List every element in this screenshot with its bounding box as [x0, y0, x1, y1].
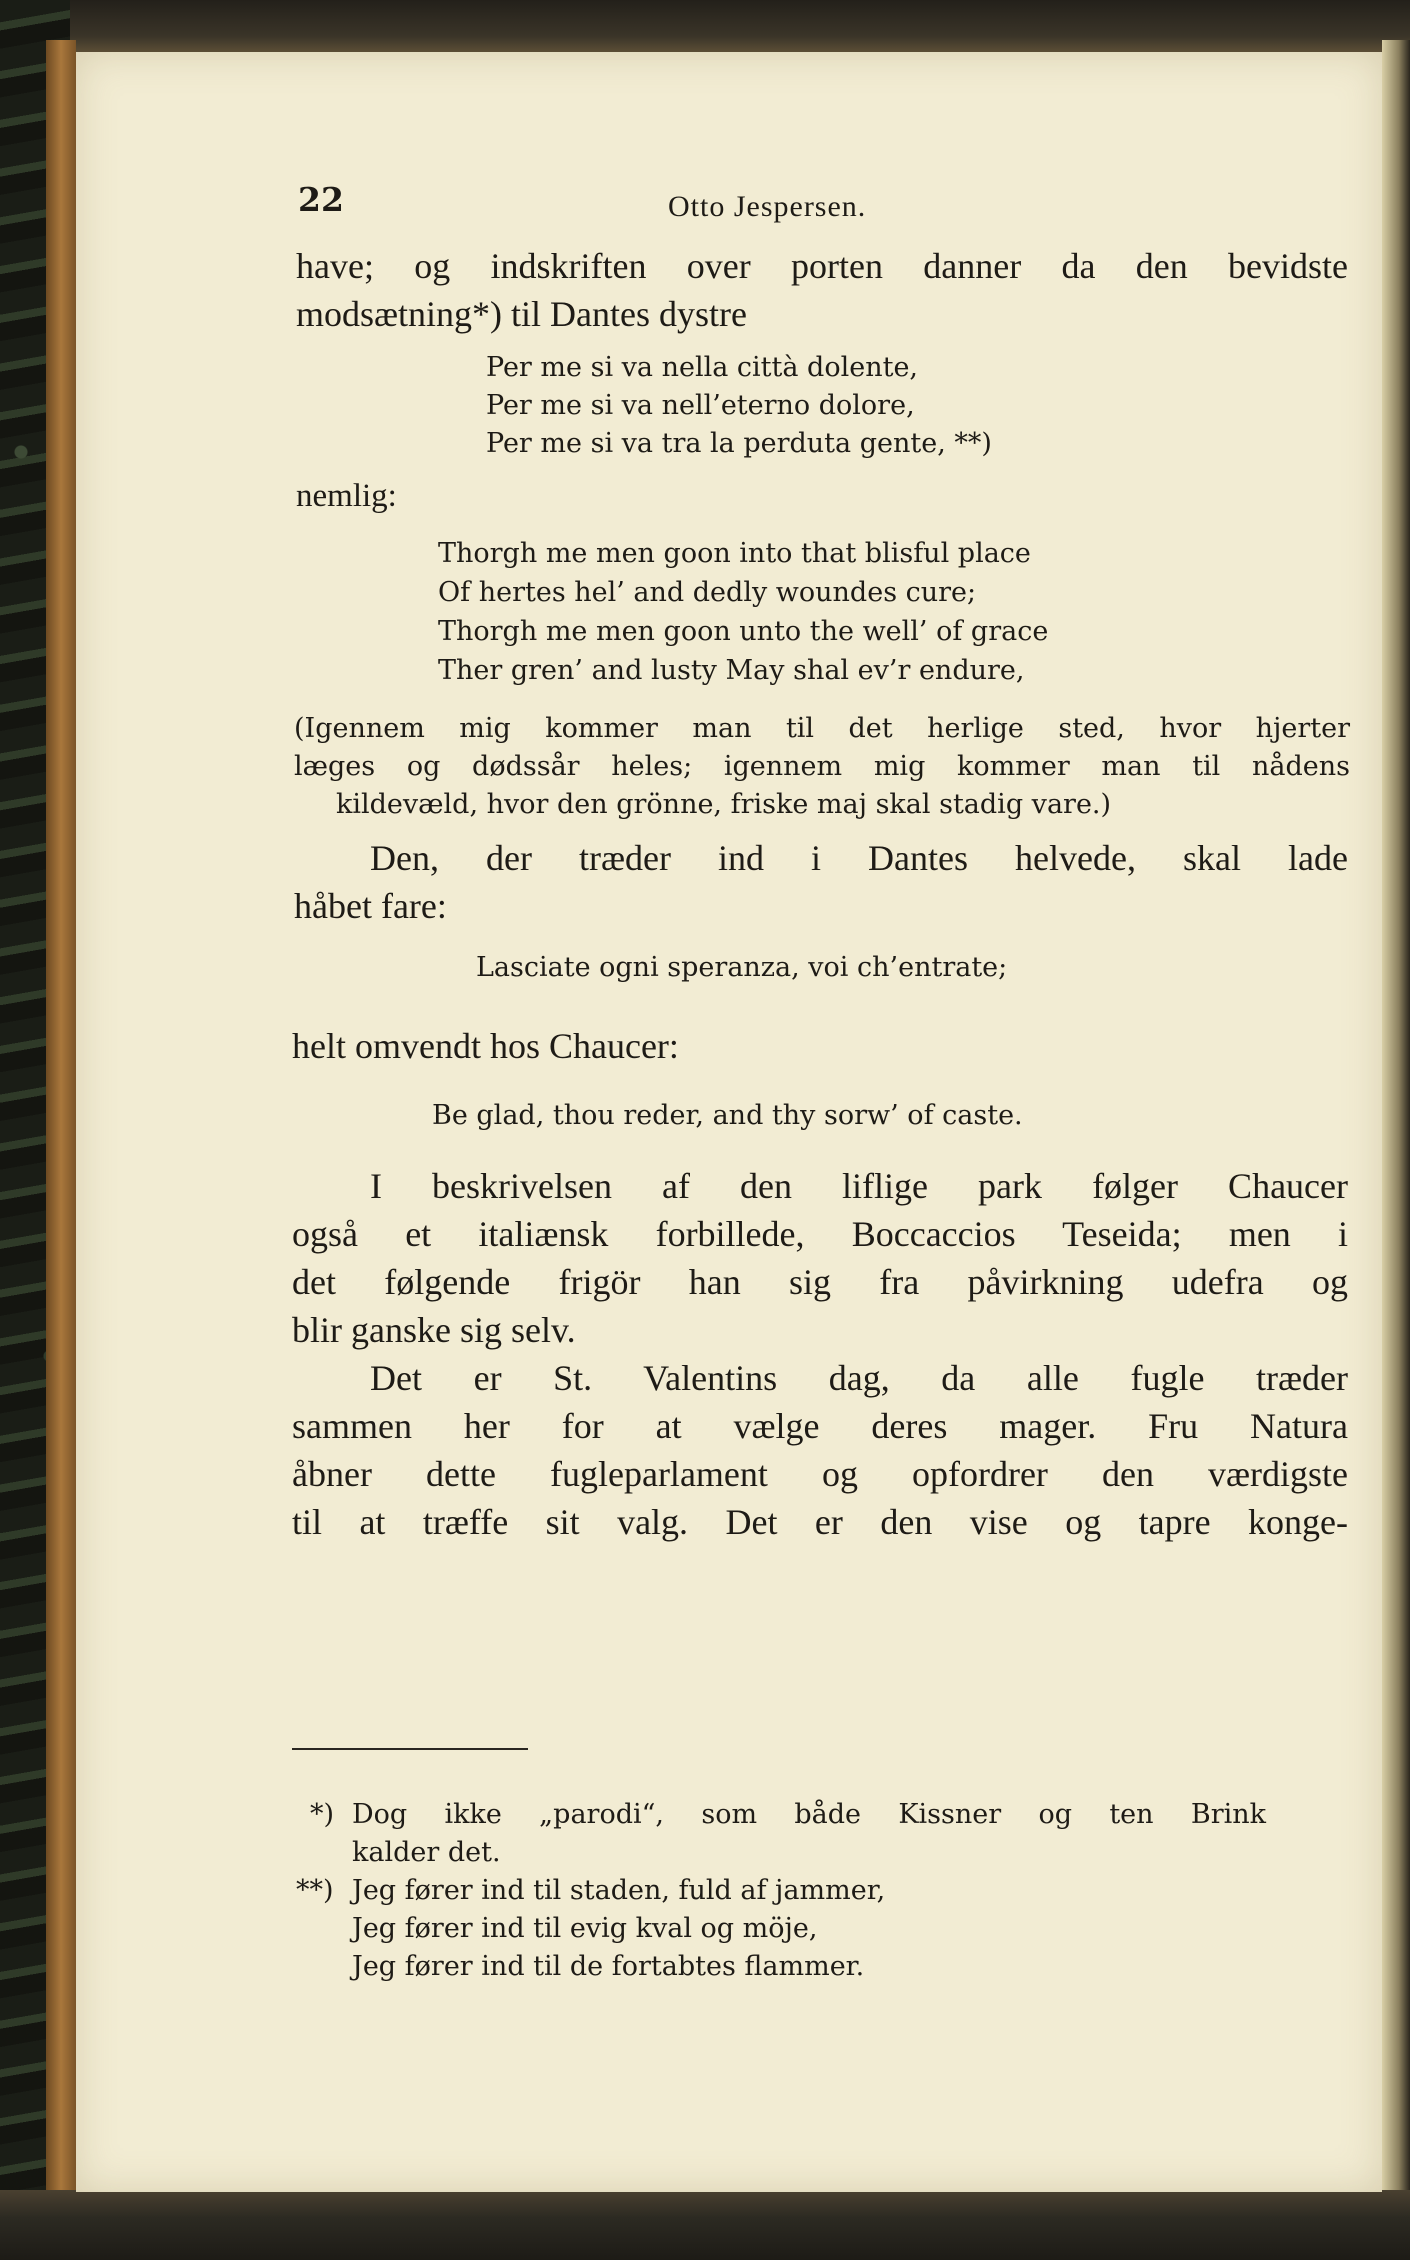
- book-cover-bottom: [0, 2190, 1410, 2260]
- dante-verse-1: Per me si va nella città dolente,: [486, 352, 918, 383]
- para3-line1-text: I beskrivelsen af den liflige park følger Chaucer: [370, 1166, 1348, 1206]
- lasciate-line: Lasciate ogni speranza, voi ch’entrate;: [476, 952, 1008, 983]
- para2-line2: håbet fare:: [294, 886, 447, 926]
- page-number: 22: [298, 180, 344, 219]
- chaucer-verse-1: Thorgh me men goon into that blisful place: [438, 538, 1031, 569]
- translation-line1: [294, 710, 1350, 748]
- para3-line2: [292, 1210, 1348, 1259]
- para4-line2: [292, 1402, 1348, 1451]
- footnote-1-line1: [352, 1796, 1266, 1834]
- book-page: [76, 52, 1382, 2192]
- be-glad-line: Be glad, thou reder, and thy sorw’ of caste.: [432, 1100, 1023, 1131]
- running-title: Otto Jespersen.: [668, 190, 867, 223]
- translation-line1-text: (Igennem mig kommer man til det herlige sted, hvor hjerter: [294, 713, 1350, 744]
- translation-line3: kildevæld, hvor den grönne, friske maj skal stadig vare.): [336, 789, 1112, 820]
- nemlig-label: nemlig:: [296, 478, 397, 514]
- para2-line1: [370, 834, 1348, 883]
- para1-line1-text: have; og indskriften over porten danner da den bevidste: [296, 246, 1348, 286]
- footnote-2-line2: Jeg fører ind til evig kval og möje,: [352, 1913, 818, 1944]
- footnote-rule: [292, 1748, 528, 1750]
- footnote-2-line1: Jeg fører ind til staden, fuld af jammer,: [352, 1875, 886, 1906]
- chaucer-verse-3: Thorgh me men goon unto the well’ of grace: [438, 616, 1049, 647]
- dante-verse-3: Per me si va tra la perduta gente, **): [486, 428, 992, 459]
- chaucer-verse-2: Of hertes hel’ and dedly woundes cure;: [438, 577, 977, 608]
- para4-line3-text: åbner dette fugleparlament og opfordrer den værdigste: [292, 1454, 1348, 1494]
- translation-line2: [294, 748, 1350, 786]
- para3-line4: blir ganske sig selv.: [292, 1310, 576, 1350]
- para4-line1-text: Det er St. Valentins dag, da alle fugle træder: [370, 1358, 1348, 1398]
- para3-line3-text: det følgende frigör han sig fra påvirkning udefra og: [292, 1262, 1348, 1302]
- book-cover-top: [0, 0, 1410, 60]
- footnote-2-marker: **): [296, 1875, 334, 1906]
- para4-line1: [370, 1354, 1348, 1403]
- para4-line3: [292, 1450, 1348, 1499]
- omvendt-line: helt omvendt hos Chaucer:: [292, 1026, 679, 1066]
- para1-line1: [296, 242, 1348, 291]
- footnote-2-line3: Jeg fører ind til de fortabtes flammer.: [352, 1951, 865, 1982]
- para4-line4: [292, 1498, 1348, 1547]
- chaucer-verse-4: Ther gren’ and lusty May shal ev’r endure,: [438, 655, 1025, 686]
- spine-edge: [46, 40, 76, 2210]
- para3-line1: [370, 1162, 1348, 1211]
- para4-line2-text: sammen her for at vælge deres mager. Fru Natura: [292, 1406, 1348, 1446]
- footnote-1-line2: kalder det.: [352, 1837, 501, 1868]
- para4-line4-text: til at træffe sit valg. Det er den vise og tapre konge-: [292, 1502, 1348, 1542]
- para1-line2: modsætning*) til Dantes dystre: [296, 294, 747, 334]
- footnote-1-marker: *): [310, 1799, 335, 1830]
- para3-line3: [292, 1258, 1348, 1307]
- page-edge: [1382, 40, 1410, 2210]
- para3-line2-text: også et italiænsk forbillede, Boccaccios Teseida; men i: [292, 1214, 1348, 1254]
- footnote-1-line1-text: Dog ikke „parodi“, som både Kissner og ten Brink: [352, 1799, 1266, 1830]
- para2-line1-text: Den, der træder ind i Dantes helvede, skal lade: [370, 838, 1348, 878]
- translation-line2-text: læges og dødssår heles; igennem mig kommer man til nådens: [294, 751, 1350, 782]
- dante-verse-2: Per me si va nell’eterno dolore,: [486, 390, 915, 421]
